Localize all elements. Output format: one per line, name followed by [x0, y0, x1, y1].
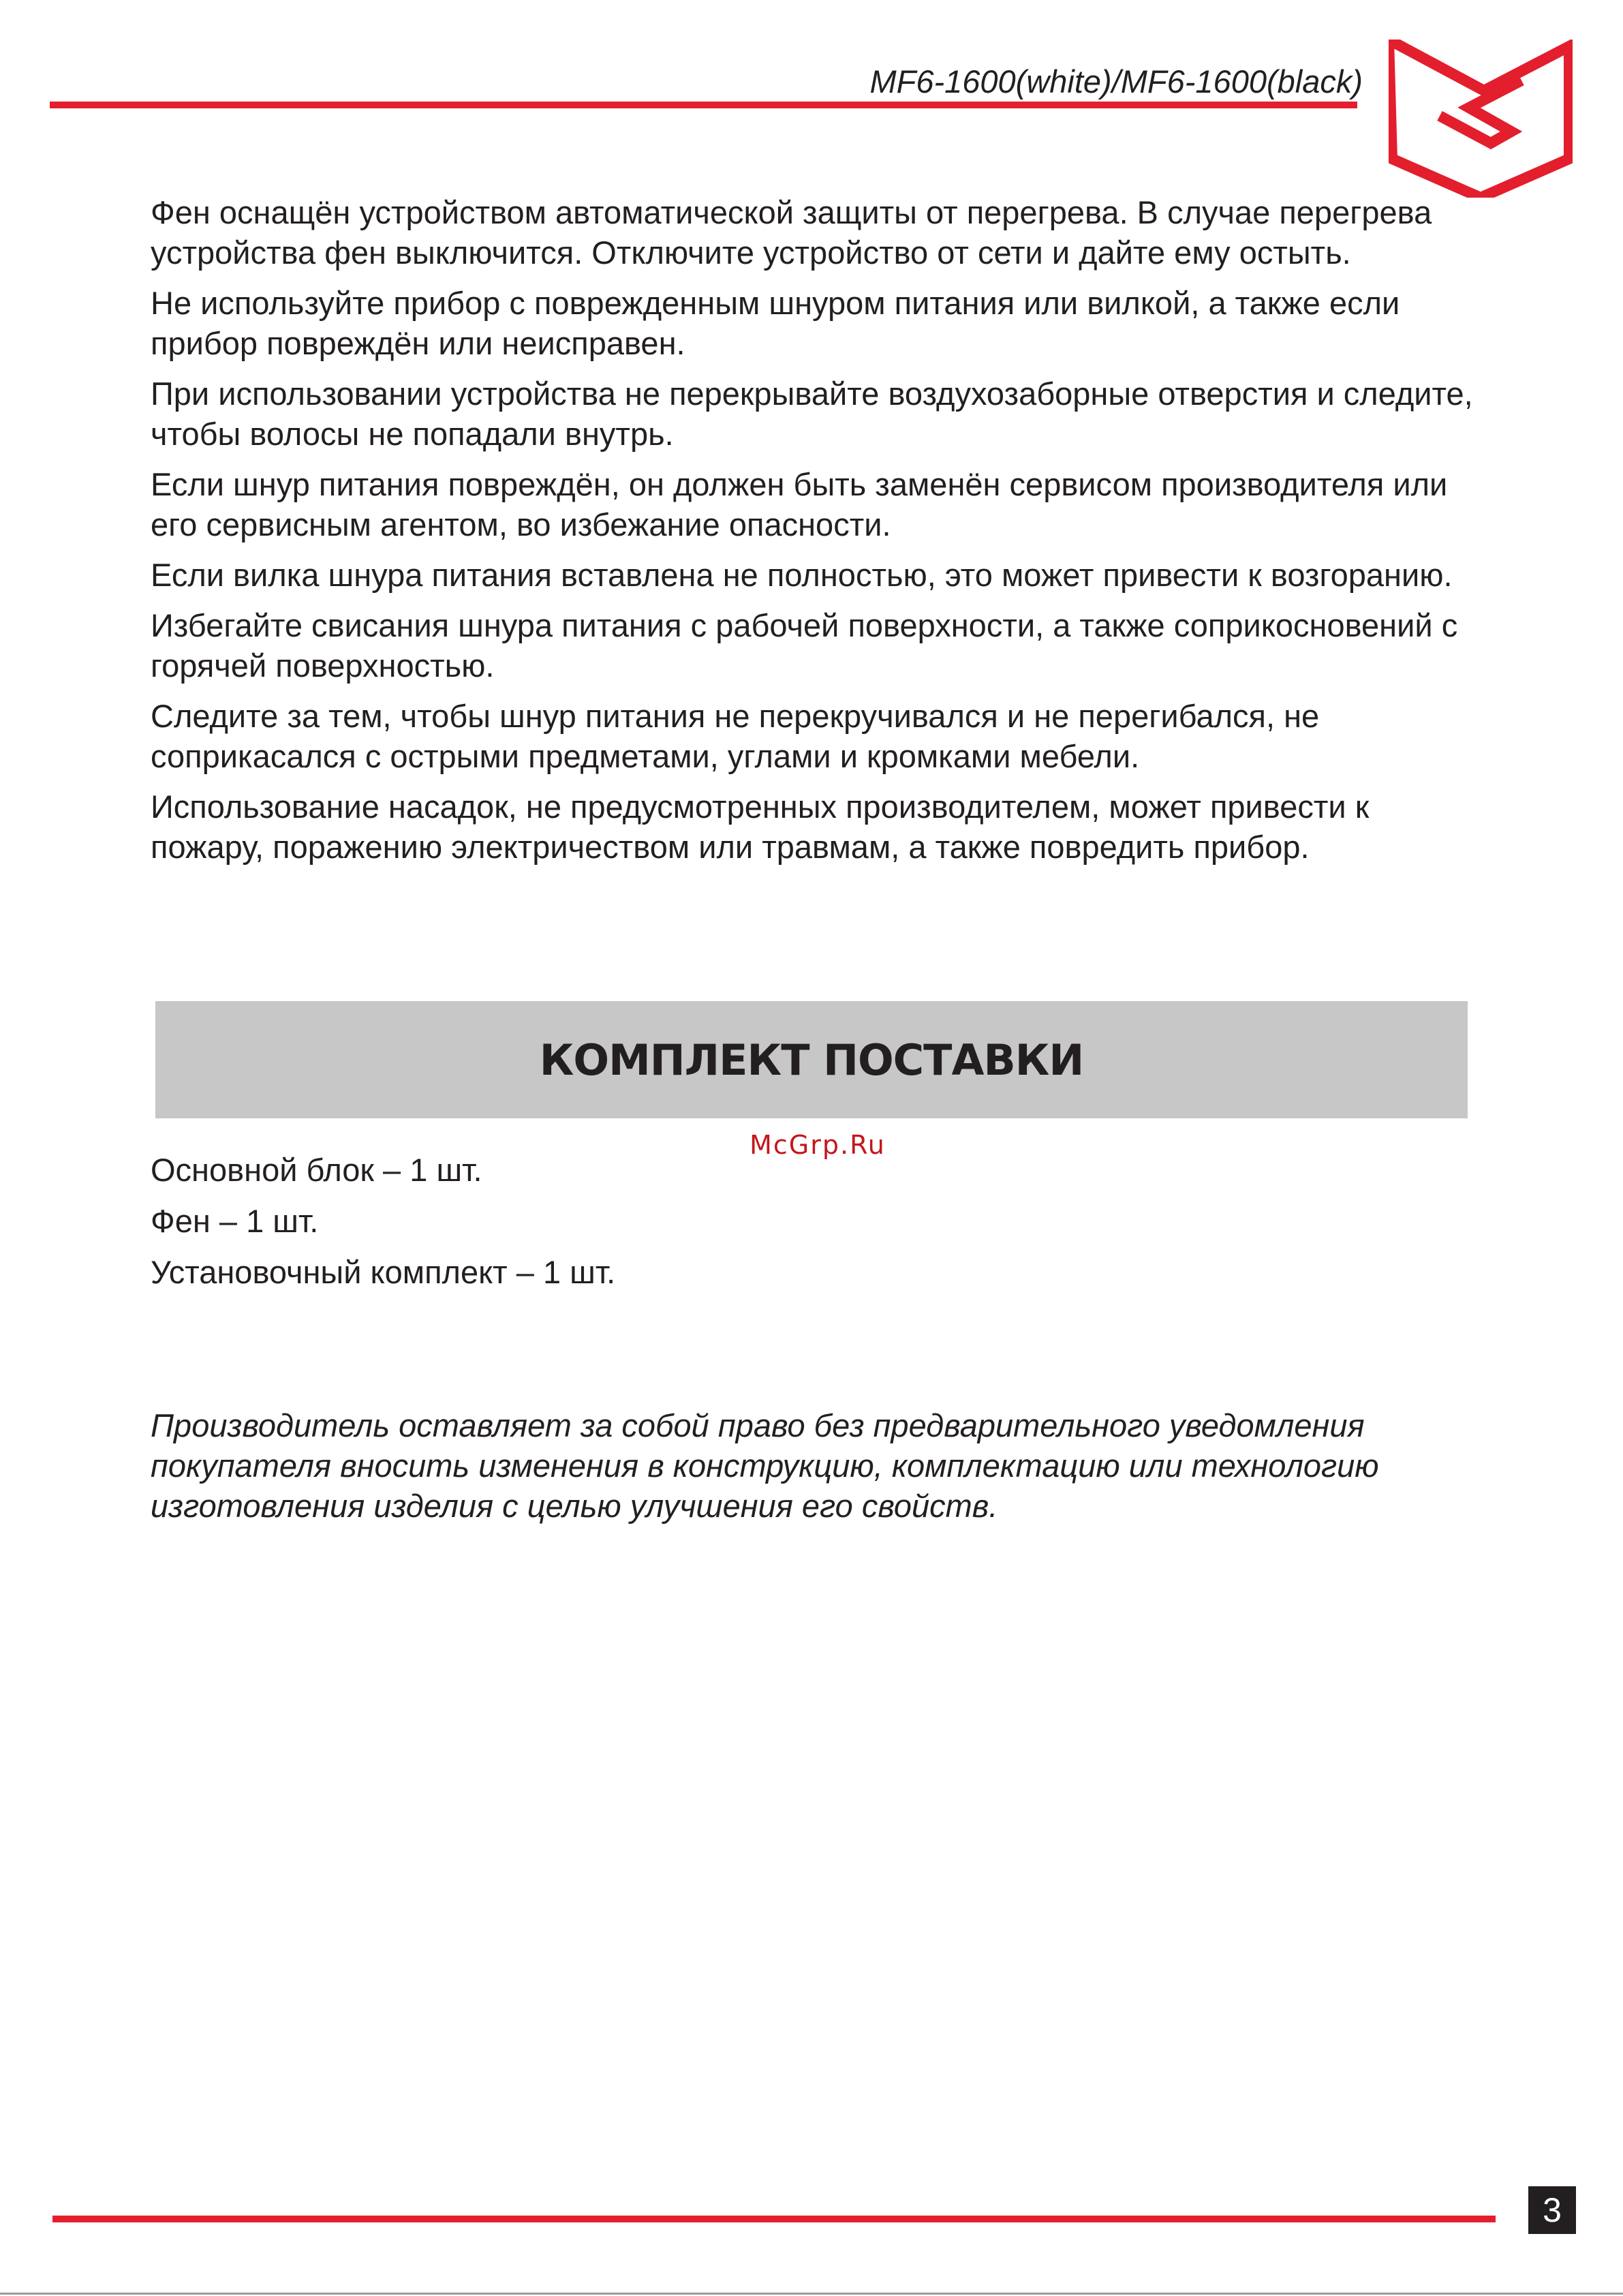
kit-section-title: КОМПЛЕКТ ПОСТАВКИ	[539, 1035, 1084, 1085]
instruction-paragraph: Использование насадок, не предусмотренных производителем, может привести к пожару, поражению электричеством или травмам, а также повредить прибор.	[151, 789, 1370, 865]
instruction-paragraph: Не используйте прибор с поврежденным шнуром питания или вилкой, а также если прибор повреждён или неисправен.	[151, 285, 1400, 361]
kit-section-header	[155, 1001, 1468, 1118]
list-item: Установочный комплект – 1 шт.	[151, 1254, 616, 1290]
instruction-paragraph: Избегайте свисания шнура питания с рабочей поверхности, а также соприкосновений с горячей поверхностью.	[151, 607, 1458, 684]
page-edge	[0, 2293, 1623, 2295]
instruction-paragraph: Следите за тем, чтобы шнур питания не перекручивался и не перегибался, не соприкасался с острыми предметами, углами и кромками мебели.	[151, 698, 1320, 774]
model-title: MF6-1600(white)/MF6-1600(black)	[869, 63, 1363, 100]
instruction-paragraph: Если шнур питания повреждён, он должен быть заменён сервисом производителя или его сервисным агентом, во избежание опасности.	[151, 466, 1448, 542]
instruction-paragraph: Если вилка шнура питания вставлена не полностью, это может привести к возгоранию.	[151, 557, 1453, 593]
instruction-paragraph: Фен оснащён устройством автоматической защиты от перегрева. В случае перегрева устройства фен выключится. Отключите устройство от сети и дайте ему остыть.	[151, 194, 1432, 271]
watermark: McGrp.Ru	[749, 1130, 886, 1160]
header-divider	[50, 102, 1357, 108]
brand-logo-icon	[1389, 40, 1573, 198]
safety-instructions	[151, 192, 1486, 877]
list-item: Основной блок – 1 шт.	[151, 1152, 482, 1188]
list-item: Фен – 1 шт.	[151, 1203, 319, 1239]
manufacturer-disclaimer: Производитель оставляет за собой право без предварительного уведомления покупателя вносить изменения в конструкцию, комплектацию или технологию изготовления изделия с целью улучшения его свойств.	[151, 1407, 1379, 1524]
footer-divider	[52, 2216, 1496, 2222]
instruction-paragraph: При использовании устройства не перекрывайте воздухозаборные отверстия и следите, чтобы волосы не попадали внутрь.	[151, 376, 1473, 452]
page-number: 3	[1528, 2186, 1576, 2234]
kit-list	[151, 1150, 968, 1303]
